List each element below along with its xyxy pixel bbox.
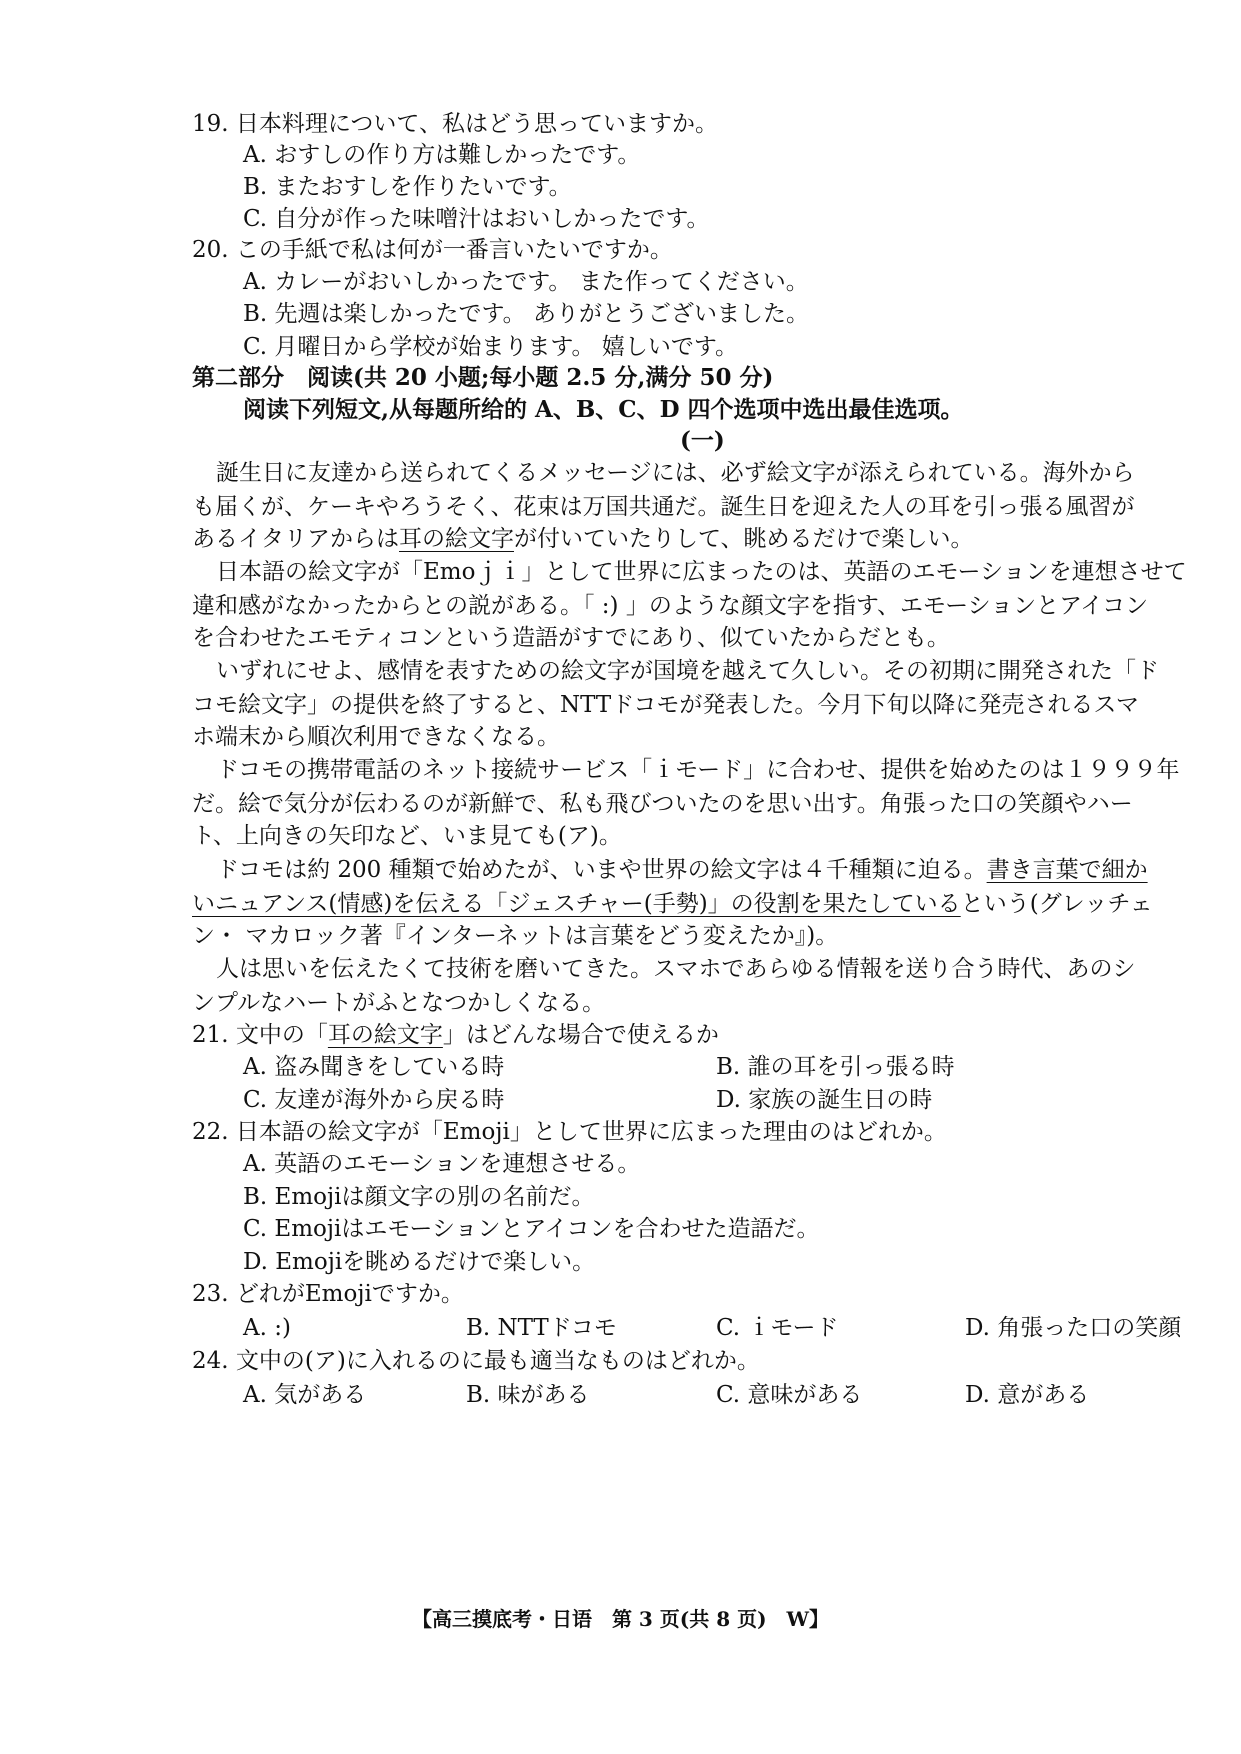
q20-stem: 20. この手紙で私は何が一番言いたいですか。 bbox=[192, 237, 673, 263]
q19-stem: 19. 日本料理について、私はどう思っていますか。 bbox=[192, 111, 718, 137]
q23-option-d: D. 角張った口の笑顔 bbox=[965, 1315, 1182, 1341]
passage-p6-line2: ンプルなハートがふとなつかしくなる。 bbox=[192, 990, 606, 1016]
q22-stem: 22. 日本語の絵文字が「Emoji」として世界に広まった理由のはどれか。 bbox=[192, 1119, 947, 1145]
passage-p4-line3: ト、上向きの矢印など、いま見ても(ア)。 bbox=[192, 823, 622, 849]
q23-option-c: C. ｉモード bbox=[716, 1315, 839, 1341]
q21-stem bbox=[192, 1020, 719, 1050]
q21-underlined: 耳の絵文字 bbox=[327, 1022, 443, 1048]
q22-option-d: D. Emojiを眺めるだけで楽しい。 bbox=[243, 1249, 596, 1275]
q23-stem: 23. どれがEmojiですか。 bbox=[192, 1281, 464, 1307]
underlined-sentence: いニュアンス(情感)を伝える「ジェスチャー(手勢)」の役割を果たしている bbox=[192, 891, 961, 917]
q24-option-a: A. 気がある bbox=[243, 1382, 367, 1408]
passage-p1-line3 bbox=[192, 524, 974, 554]
q24-stem: 24. 文中の(ア)に入れるのに最も適当なものはどれか。 bbox=[192, 1348, 760, 1374]
q19-option-b: B. またおすしを作りたいです。 bbox=[243, 174, 572, 200]
passage-number: (一) bbox=[680, 427, 725, 454]
passage-text: あるイタリアからは bbox=[192, 526, 399, 552]
q24-option-c: C. 意味がある bbox=[716, 1382, 863, 1408]
q21-option-d: D. 家族の誕生日の時 bbox=[716, 1087, 933, 1113]
q21-option-a: A. 盗み聞きをしている時 bbox=[243, 1054, 505, 1080]
passage-p5-line3: ン・ マカロック著『インターネットは言葉をどう変えたか』)。 bbox=[192, 923, 839, 949]
q21-option-c: C. 友達が海外から戻る時 bbox=[243, 1087, 505, 1113]
q20-option-c: C. 月曜日から学校が始まります。 嬉しいです。 bbox=[243, 334, 739, 360]
passage-p6-line1: 人は思いを伝えたくて技術を磨いてきた。スマホであらゆる情報を送り合う時代、あのシ bbox=[216, 956, 1136, 982]
q20-option-b: B. 先週は楽しかったです。 ありがとうございました。 bbox=[243, 301, 809, 327]
q19-option-c: C. 自分が作った味噌汁はおいしかったです。 bbox=[243, 206, 710, 232]
q22-option-a: A. 英語のエモーションを連想させる。 bbox=[243, 1151, 641, 1177]
passage-text: ドコモは約 200 種類で始めたが、いまや世界の絵文字は４千種類に迫る。 bbox=[216, 857, 987, 883]
q21-stem-text: 」はどんな場合で使えるか bbox=[442, 1022, 719, 1048]
page-footer: 【高三摸底考・日语 第 3 页(共 8 页) W】 bbox=[411, 1607, 830, 1631]
passage-p2-line2: 違和感がなかったからとの説がある。「 :) 」のような顔文字を指す、エモーションとアイコン bbox=[192, 593, 1149, 619]
passage-p4-line2: だ。絵で気分が伝わるのが新鮮で、私も飛びついたのを思い出す。角張った口の笑顔やハー bbox=[192, 791, 1133, 817]
q24-option-b: B. 味がある bbox=[466, 1382, 590, 1408]
q22-option-b: B. Emojiは顔文字の別の名前だ。 bbox=[243, 1184, 595, 1210]
q20-option-a: A. カレーがおいしかったです。 また作ってください。 bbox=[243, 269, 809, 295]
q21-option-b: B. 誰の耳を引っ張る時 bbox=[716, 1054, 955, 1080]
q19-option-a: A. おすしの作り方は難しかったです。 bbox=[243, 142, 641, 168]
q23-option-b: B. NTTドコモ bbox=[466, 1315, 617, 1341]
passage-p1-line2: も届くが、ケーキやろうそく、花束は万国共通だ。誕生日を迎えた人の耳を引っ張る風習が bbox=[192, 494, 1135, 520]
passage-p2-line3: を合わせたエモティコンという造語がすでにあり、似ていたからだとも。 bbox=[192, 625, 950, 651]
q22-option-c: C. Emojiはエモーションとアイコンを合わせた造語だ。 bbox=[243, 1216, 820, 1242]
underlined-ear-emoji: 耳の絵文字 bbox=[399, 526, 514, 552]
section2-heading: 第二部分 阅读(共 20 小题;每小题 2.5 分,满分 50 分) bbox=[192, 364, 774, 391]
underlined-sentence: 書き言葉で細か bbox=[986, 857, 1148, 883]
q23-option-a: A. :) bbox=[243, 1315, 291, 1341]
q21-stem-text: 21. 文中の「 bbox=[192, 1022, 328, 1048]
q24-option-d: D. 意がある bbox=[965, 1382, 1090, 1408]
section2-instruction: 阅读下列短文,从每题所给的 A、B、C、D 四个选项中选出最佳选项。 bbox=[243, 396, 964, 423]
passage-p3-line3: ホ端末から順次利用できなくなる。 bbox=[192, 724, 560, 750]
passage-p5-line1 bbox=[216, 855, 1148, 885]
passage-p2-line1: 日本語の絵文字が「Emoｊｉ」として世界に広まったのは、英語のエモーションを連想させて bbox=[216, 559, 1187, 585]
passage-text: という(グレッチェ bbox=[960, 891, 1153, 917]
passage-p1-line1: 誕生日に友達から送られてくるメッセージには、必ず絵文字が添えられている。海外から bbox=[216, 460, 1135, 486]
passage-p5-line2 bbox=[192, 889, 1153, 919]
passage-p4-line1: ドコモの携帯電話のネット接続サービス「ｉモード」に合わせ、提供を始めたのは１９９９年 bbox=[216, 757, 1180, 783]
passage-p3-line1: いずれにせよ、感情を表すための絵文字が国境を越えて久しい。その初期に開発された「ド bbox=[216, 658, 1159, 684]
passage-p3-line2: コモ絵文字」の提供を終了すると、NTTドコモが発表した。今月下旬以降に発売されるスマ bbox=[192, 692, 1139, 718]
passage-text: が付いていたりして、眺めるだけで楽しい。 bbox=[514, 526, 974, 552]
